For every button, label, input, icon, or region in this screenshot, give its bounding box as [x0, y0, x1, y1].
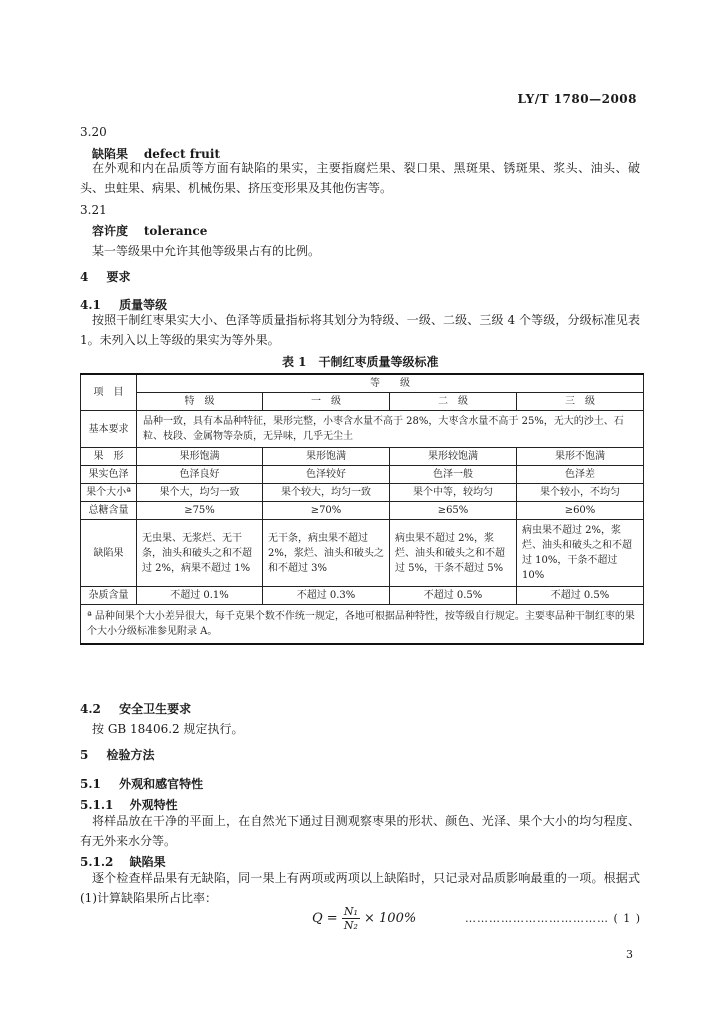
table-cell: 果形较饱满: [390, 448, 517, 466]
table-cell: 果个较大，均匀一致: [263, 484, 390, 502]
row-label-basic: 基本要求: [81, 411, 137, 448]
section-number: 5: [80, 748, 89, 762]
table-cell: 色泽良好: [137, 466, 263, 484]
section-title: 要求: [106, 270, 131, 284]
formula-fraction: [342, 905, 360, 932]
table-cell: 果形饱满: [263, 448, 390, 466]
row-label: 果实色泽: [81, 466, 137, 484]
grade-second: 二 级: [390, 393, 517, 411]
table-cell: 病虫果不超过 2%，浆烂、油头和破头之和不超过 10%，干条不超过 10%: [517, 520, 644, 587]
table-cell: 无干条，病虫果不超过 2%，浆烂、油头和破头之和不超过 3%: [263, 520, 390, 587]
table-footnote: ª 品种间果个大小差异很大，每千克果个数不作统一规定，各地可根据品种特性，按等级自行规定。主要枣品种干制红枣的果个大小分级标准参见附录 A。: [81, 605, 644, 645]
section-4-2-heading: [80, 700, 191, 717]
section-title: 检验方法: [106, 748, 155, 762]
table-cell: ≥75%: [137, 502, 263, 520]
grade-special: 特 级: [137, 393, 263, 411]
table-cell: 果个大，均匀一致: [137, 484, 263, 502]
row-label: 果 形: [81, 448, 137, 466]
section-number: 5.1: [80, 777, 101, 791]
row-label: 果个大小ª: [81, 484, 137, 502]
table-cell: 不超过 0.5%: [517, 587, 644, 605]
formula-denominator: N₂: [343, 919, 358, 932]
section-5-1-heading: [80, 775, 203, 792]
section-number: 5.1.2: [80, 855, 114, 869]
section-4-2-text: 按 GB 18406.2 规定执行。: [92, 722, 244, 736]
clause-3-21-term: [92, 222, 207, 239]
section-5-1-1-text: 将样品放在干净的平面上，在自然光下通过目测观察枣果的形状、颜色、光泽、果个大小的均匀程度、有无外来水分等。: [80, 814, 640, 848]
table-cell: 色泽一般: [390, 466, 517, 484]
table-cell: ≥65%: [390, 502, 517, 520]
formula-leader: [465, 912, 641, 925]
term-en: tolerance: [143, 224, 208, 238]
row-label: 杂质含量: [81, 587, 137, 605]
clause-3-21-number: 3.21: [80, 203, 107, 217]
row-label: 缺陷果: [81, 520, 137, 587]
table-1-caption: 表 1 干制红枣质量等级标准: [282, 355, 439, 369]
section-5-1-2-text: 逐个检查样品果有无缺陷，同一果上有两项或两项以上缺陷时，只记录对品质影响最重的一项。根据式(1)计算缺陷果所占比率：: [80, 871, 640, 905]
quality-grade-table: [80, 373, 644, 645]
section-title: 外观特性: [129, 798, 178, 812]
table-cell: 无虫果、无浆烂、无干条，油头和破头之和不超过 2%，病果不超过 1%: [137, 520, 263, 587]
table-cell: 果形饱满: [137, 448, 263, 466]
clause-3-20-definition: 在外观和内在品质等方面有缺陷的果实，主要指腐烂果、裂口果、黑斑果、锈斑果、浆头、油头、破头、虫蛀果、病果、机械伤果、挤压变形果及其他伤害等。: [80, 161, 640, 195]
formula-number: ( 1 ): [613, 912, 642, 925]
leader-dots: ………………………………: [465, 912, 609, 925]
clause-3-20-number: 3.20: [80, 125, 107, 139]
section-title: 质量等级: [119, 298, 168, 312]
term-en: defect fruit: [143, 147, 221, 161]
table-cell: ≥70%: [263, 502, 390, 520]
formula-rhs: × 100%: [364, 911, 417, 926]
section-number: 4: [80, 270, 89, 284]
section-number: 4.2: [80, 702, 101, 716]
section-title: 外观和感官特性: [119, 777, 204, 791]
section-4-heading: [80, 268, 131, 285]
table-cell: 果个中等，较均匀: [390, 484, 517, 502]
standard-code-header: LY/T 1780—2008: [517, 92, 637, 106]
table-cell: 不超过 0.3%: [263, 587, 390, 605]
formula-lhs: Q =: [312, 911, 338, 926]
table-cell: ≥60%: [517, 502, 644, 520]
table-cell: 色泽较好: [263, 466, 390, 484]
table-cell: 不超过 0.1%: [137, 587, 263, 605]
term-zh: 容许度: [92, 224, 129, 238]
table-cell: 果个较小，不均匀: [517, 484, 644, 502]
section-title: 安全卫生要求: [119, 702, 192, 716]
clause-3-21-definition: 某一等级果中允许其他等级果占有的比例。: [92, 244, 321, 258]
term-zh: 缺陷果: [92, 147, 129, 161]
section-number: 4.1: [80, 298, 101, 312]
table-cell: 病虫果不超过 2%，浆烂、油头和破头之和不超过 5%，干条不超过 5%: [390, 520, 517, 587]
grade-third: 三 级: [517, 393, 644, 411]
section-5-heading: [80, 746, 155, 763]
basic-requirements: 品种一致，具有本品种特征，果形完整，小枣含水量不高于 28%，大枣含水量不高于 25%，无大的沙土、石粒、枝段、金属物等杂质，无异味，几乎无尘土: [137, 411, 644, 448]
table-cell: 色泽差: [517, 466, 644, 484]
section-title: 缺陷果: [129, 855, 166, 869]
formula-numerator: N₁: [343, 905, 358, 918]
header-item: 项 目: [81, 374, 137, 411]
table-cell: 果形不饱满: [517, 448, 644, 466]
page-number: 3: [626, 948, 633, 961]
formula-1: [312, 905, 416, 932]
section-4-1-text: 按照干制红枣果实大小、色泽等质量指标将其划分为特级、一级、二级、三级 4 个等级，分级标准见表 1。未列入以上等级的果实为等外果。: [80, 313, 640, 347]
row-label: 总糖含量: [81, 502, 137, 520]
grade-first: 一 级: [263, 393, 390, 411]
table-cell: 不超过 0.5%: [390, 587, 517, 605]
section-number: 5.1.1: [80, 798, 114, 812]
header-grade: 等 级: [137, 374, 644, 393]
